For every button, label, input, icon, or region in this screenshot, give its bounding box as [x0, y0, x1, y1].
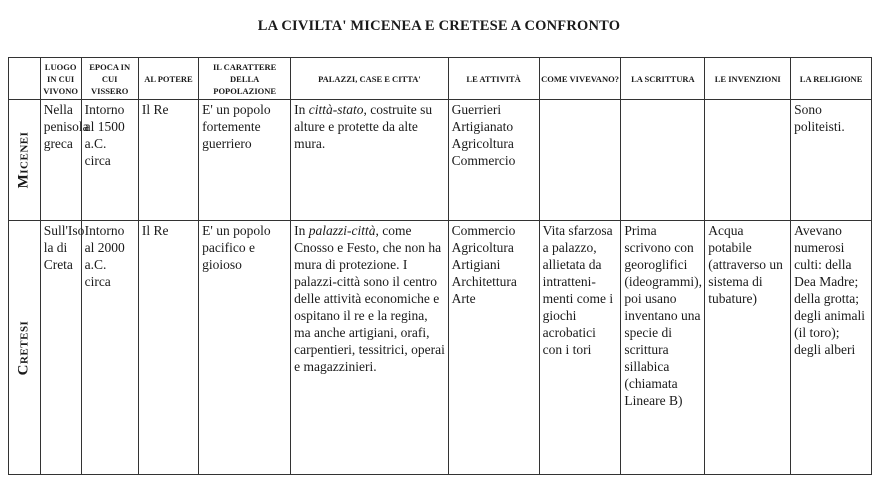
cell-attivita: Guerrieri Artigianato Agricoltura Commercio	[448, 100, 539, 221]
cell-palazzi-pre: In	[294, 102, 309, 117]
page-title: LA CIVILTA' MICENEA E CRETESE A CONFRONTO	[257, 18, 621, 34]
civilization-label-cell	[9, 100, 41, 221]
cell-luogo: Nella penisola greca	[40, 100, 81, 221]
cell-vivevano: Vita sfarzosa a palazzo, allietata da intrattenimenti come i giochi acrobatici con i tori	[539, 221, 621, 475]
cell-scrittura: Prima scrivono con georoglifici (ideogrammi), poi usano inventano una specie di scrittura sillabica (chiamata Lineare B)	[621, 221, 705, 475]
cell-carattere: E' un popolo pacifico e gioioso	[199, 221, 291, 475]
cell-palazzi-pre: In	[294, 223, 309, 238]
header-cell-attivita: LE ATTIVITÀ	[448, 58, 539, 100]
header-cell-palazzi: PALAZZI, CASE E CITTA'	[291, 58, 448, 100]
cell-palazzi-emphasis: città-stato	[308, 102, 364, 117]
header-cell-luogo: LUOGO IN CUI VIVONO	[40, 58, 81, 100]
header-cell-vivevano: COME VIVEVANO?	[539, 58, 621, 100]
cell-religione: Avevano numerosi culti: della Dea Madre; della grotta; degli animali (il toro); degli alberi	[791, 221, 872, 475]
cell-epoca: Intorno al 1500 a.C. circa	[81, 100, 138, 221]
header-cell-potere: AL POTERE	[138, 58, 198, 100]
cell-palazzi	[291, 100, 448, 221]
cell-palazzi-post: , come Cnosso e Festo, che non ha mura di protezione. I palazzi-città sono il centro delle attività economiche e ospitano il re e la regina, ma anche artigiani, orafi, carpentieri, tessitrici, operai e magazzinieri.	[294, 223, 445, 374]
header-row	[9, 58, 872, 100]
cell-palazzi	[291, 221, 448, 475]
civilization-label: Cretesi	[15, 320, 32, 375]
header-cell-invenzioni: LE INVENZIONI	[705, 58, 791, 100]
cell-invenzioni: Acqua potabile (attraverso un sistema di tubature)	[705, 221, 791, 475]
header-cell-carattere: IL CARATTERE DELLA POPOLAZIONE	[199, 58, 291, 100]
cell-palazzi-emphasis: palazzi-città	[308, 223, 376, 238]
cell-religione: Sono politeisti.	[791, 100, 872, 221]
cell-scrittura	[621, 100, 705, 221]
civilization-label-cell	[9, 221, 41, 475]
table-row-micenei	[9, 100, 872, 221]
comparison-table	[8, 57, 872, 475]
header-cell-scrittura: LA SCRITTURA	[621, 58, 705, 100]
cell-attivita: Commercio Agricoltura Artigiani Architettura Arte	[448, 221, 539, 475]
cell-palazzi-post: , costruite su alture e protette da alte mura.	[294, 102, 433, 151]
cell-vivevano	[539, 100, 621, 221]
cell-potere: Il Re	[138, 100, 198, 221]
header-cell-religione: LA RELIGIONE	[791, 58, 872, 100]
cell-luogo: Sull'Iso la di Creta	[40, 221, 81, 475]
header-cell-epoca: EPOCA IN CUI VISSERO	[81, 58, 138, 100]
civilization-label: Micenei	[15, 131, 32, 189]
cell-invenzioni	[705, 100, 791, 221]
table-row-cretesi	[9, 221, 872, 475]
cell-potere: Il Re	[138, 221, 198, 475]
header-cell-corner	[9, 58, 41, 100]
cell-carattere: E' un popolo fortemente guerriero	[199, 100, 291, 221]
cell-epoca: Intorno al 2000 a.C. circa	[81, 221, 138, 475]
